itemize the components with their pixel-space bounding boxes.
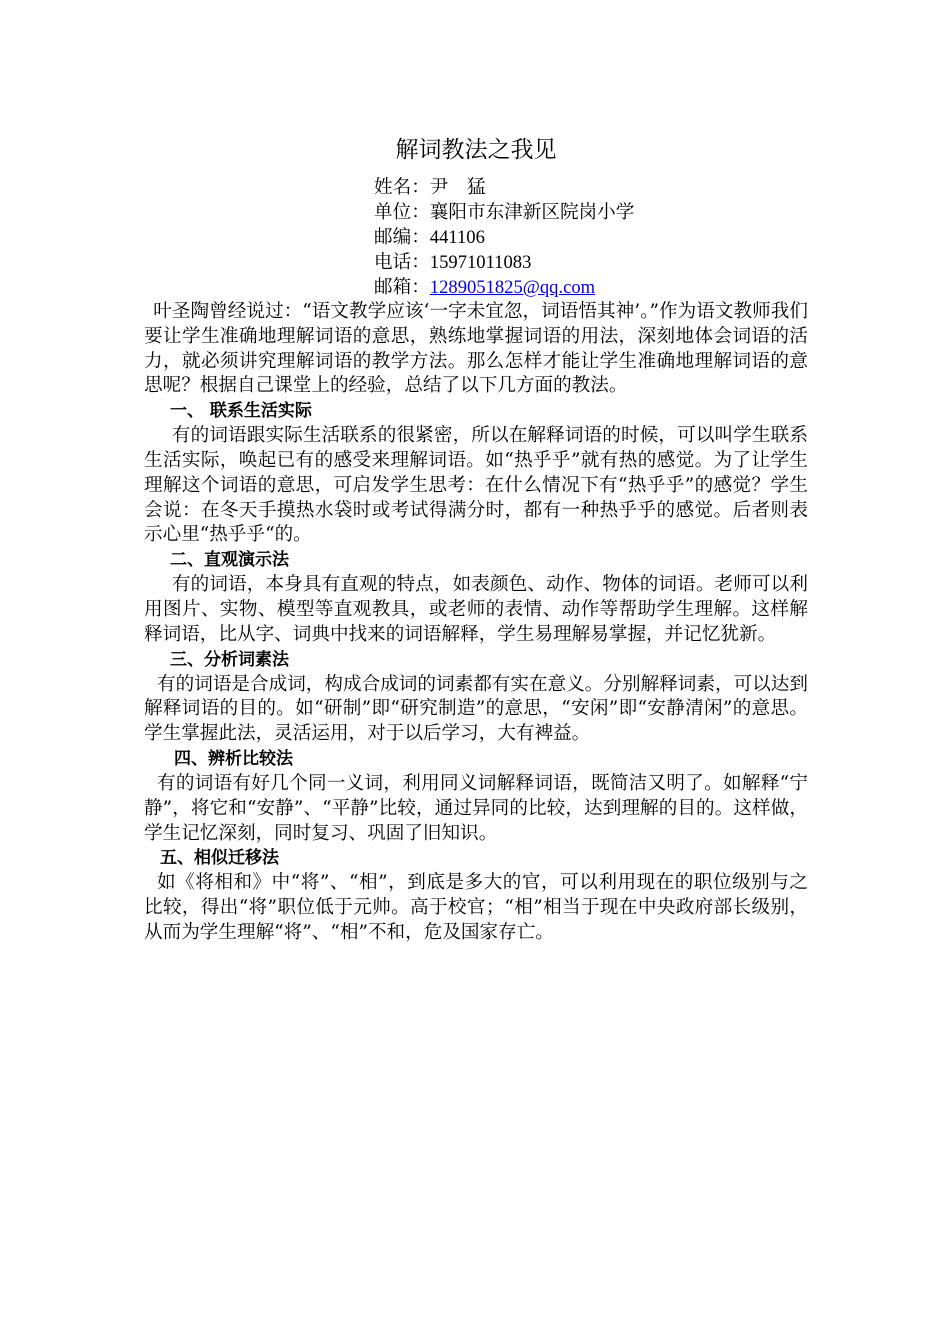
author-unit-value: 襄阳市东津新区院岗小学 <box>429 202 635 223</box>
document-title: 解词教法之我见 <box>395 137 557 163</box>
author-info <box>374 175 808 300</box>
author-name-line <box>374 175 808 200</box>
author-email-line <box>374 275 808 300</box>
section-heading-2: 二、直观演示法 <box>170 550 289 571</box>
author-phone-label: 电话： <box>374 252 430 273</box>
author-postcode-label: 邮编： <box>374 227 430 248</box>
section-body-1: 有的词语跟实际生活联系的很紧密，所以在解释词语的时候，可以叫学生联系生活实际，唤起已有的感受来理解词语。如“热乎乎”就有热的感觉。为了让学生理解这个词语的意思，可启发学生思考：在什么情况下有“热乎乎”的感觉？学生会说：在冬天手摸热水袋时或考试得满分时，都有一种热乎乎的感觉。后者则表示心里“热乎乎“的。 <box>144 425 808 546</box>
intro-paragraph: 叶圣陶曾经说过：“语文教学应该‘一字未宜忽，词语悟其神’。”作为语文教师我们要让学生准确地理解词语的意思，熟练地掌握词语的用法，深刻地体会词语的活力，就必须讲究理解词语的教学方法。那么怎样才能让学生准确地理解词语的意思呢？根据自己课堂上的经验，总结了以下几方面的教法。 <box>144 301 808 397</box>
section-heading-1: 一、 联系生活实际 <box>170 401 312 422</box>
document-content <box>144 133 808 946</box>
author-name-value: 尹 猛 <box>429 177 486 198</box>
author-unit-label: 单位： <box>374 202 430 223</box>
author-postcode-line <box>374 225 808 250</box>
section-body-2: 有的词语，本身具有直观的特点，如表颜色、动作、物体的词语。老师可以利用图片、实物、模型等直观教具，或老师的表情、动作等帮助学生理解。这样解释词语，比从字、词典中找来的词语解释，学生易理解易掌握，并记忆犹新。 <box>144 574 808 645</box>
author-phone-value: 15971011083 <box>429 252 532 273</box>
author-postcode-value: 441106 <box>429 227 485 248</box>
author-email-link[interactable]: 1289051825@qq.com <box>429 277 596 298</box>
author-name-label: 姓名： <box>374 177 430 198</box>
author-unit-line <box>374 200 808 225</box>
section-heading-5: 五、相似迁移法 <box>160 848 279 869</box>
author-email-label: 邮箱： <box>374 277 430 298</box>
section-heading-3: 三、分析词素法 <box>170 649 289 670</box>
section-body-4: 有的词语有好几个同一义词，利用同义词解释词语，既简洁又明了。如解释“宁静”，将它和“安静”、“平静”比较，通过异同的比较，达到理解的目的。这样做，学生记忆深刻，同时复习、巩固了旧知识。 <box>144 772 808 844</box>
section-heading-4: 四、辨析比较法 <box>174 748 293 769</box>
author-phone-line <box>374 250 808 275</box>
section-body-5: 如《将相和》中“将”、“相”，到底是多大的官，可以利用现在的职位级别与之比较，得出“将”职位低于元帅。高于校官；“相”相当于现在中央政府部长级别，从而为学生理解“将”、“相”不和，危及国家存亡。 <box>144 872 808 943</box>
section-body-3: 有的词语是合成词，构成合成词的词素都有实在意义。分别解释词素，可以达到解释词语的目的。如“研制”即“研究制造”的意思，“安闲”即“安静清闲”的意思。学生掌握此法，灵活运用，对于以后学习，大有裨益。 <box>144 673 808 745</box>
